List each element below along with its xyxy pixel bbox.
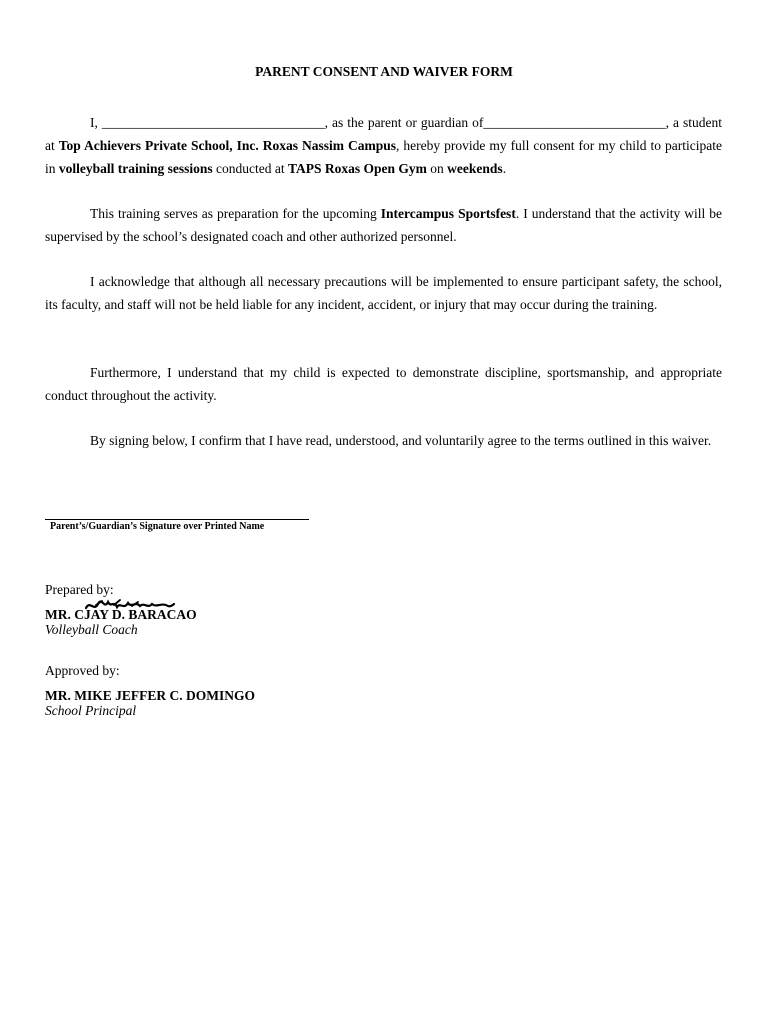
principal-role: School Principal xyxy=(45,703,137,718)
schedule-name: weekends xyxy=(447,161,503,176)
agreement-text: By signing below, I confirm that I have read, understood, and voluntarily agree to the terms outlined in this waiver. xyxy=(90,433,712,448)
event-name: Intercampus Sportsfest xyxy=(380,206,516,221)
consent-text-c: conducted at xyxy=(212,161,289,176)
venue-name: TAPS Roxas Open Gym xyxy=(288,161,427,176)
form-title: PARENT CONSENT AND WAIVER FORM xyxy=(255,64,513,79)
activity-name: volleyball training sessions xyxy=(58,161,213,176)
school-name: Top Achievers Private School, Inc. Roxas Nassim Campus xyxy=(58,138,396,153)
consent-paragraph xyxy=(45,111,722,180)
principal-name: MR. MIKE JEFFER C. DOMINGO xyxy=(45,688,255,703)
consent-text-d: on xyxy=(426,161,448,176)
conduct-paragraph xyxy=(45,361,722,407)
consent-text-e: . xyxy=(502,161,507,176)
coach-role: Volleyball Coach xyxy=(45,622,138,637)
liability-text: I acknowledge that although all necessary precautions will be implemented to ensure participant safety, the school, its faculty, and staff will not be held liable for any incident, accident, or injury that may occur during the training. xyxy=(45,274,722,312)
coach-name: MR. CJAY D. BARACAO xyxy=(45,607,197,622)
agreement-paragraph xyxy=(45,429,722,452)
consent-text-b: , hereby provide my full consent for my child to participate in xyxy=(45,138,722,176)
signature-line[interactable] xyxy=(45,519,309,520)
prepared-by-label: Prepared by: xyxy=(45,582,114,597)
consent-text-a: I, _________________________________, as the parent or guardian of___________________________, a student at xyxy=(45,115,722,153)
conduct-text: Furthermore, I understand that my child is expected to demonstrate discipline, sportsmanship, and appropriate conduct throughout the activity. xyxy=(45,365,722,403)
purpose-text-b: . I understand that the activity will be supervised by the school’s designated coach and other authorized personnel. xyxy=(45,206,722,244)
approved-by-label: Approved by: xyxy=(45,663,120,678)
purpose-paragraph xyxy=(45,202,722,248)
liability-paragraph xyxy=(45,270,722,316)
signature-label: Parent’s/Guardian’s Signature over Printed Name xyxy=(50,521,265,532)
purpose-text-a: This training serves as preparation for the upcoming xyxy=(90,206,381,221)
